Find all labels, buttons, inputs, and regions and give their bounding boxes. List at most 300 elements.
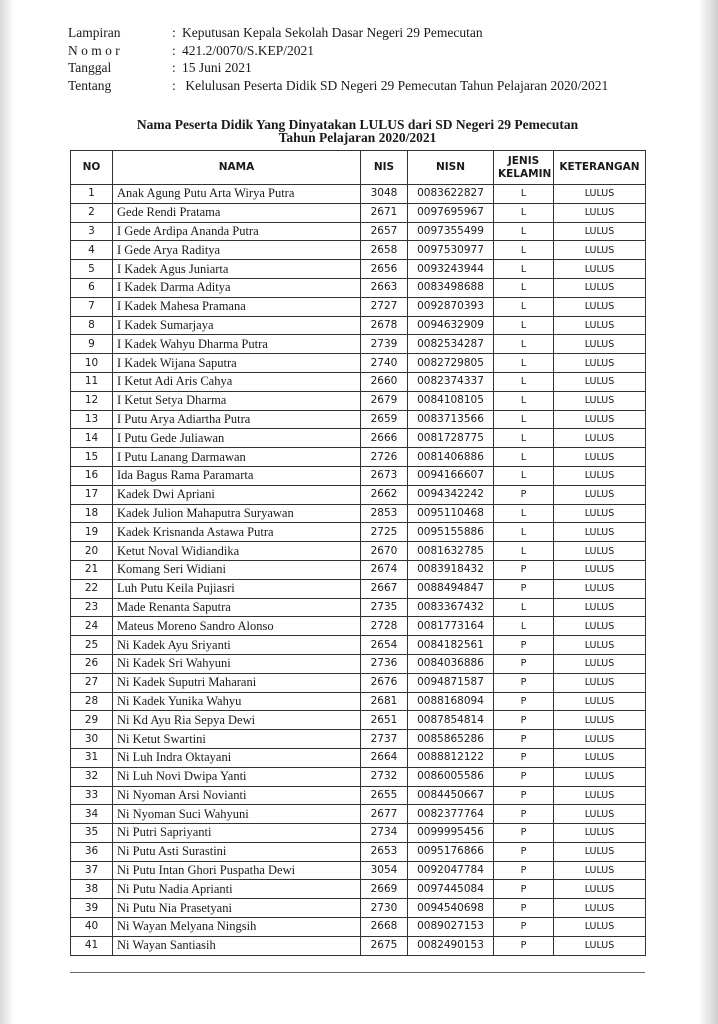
cell-nis: 2660	[361, 372, 408, 391]
cell-nis: 2681	[361, 692, 408, 711]
table-row	[71, 861, 646, 880]
cell-nis: 2657	[361, 222, 408, 241]
table-row	[71, 918, 646, 937]
cell-jenis-kelamin: L	[494, 260, 554, 279]
cell-jenis-kelamin: L	[494, 429, 554, 448]
cell-nis: 2674	[361, 560, 408, 579]
cell-no: 5	[71, 260, 113, 279]
cell-nama: I Putu Arya Adiartha Putra	[113, 410, 361, 429]
cell-nama: Ni Putu Nia Prasetyani	[113, 899, 361, 918]
cell-nama: Made Renanta Saputra	[113, 598, 361, 617]
cell-nama: Ni Luh Indra Oktayani	[113, 748, 361, 767]
table-row	[71, 579, 646, 598]
cell-nis: 2677	[361, 805, 408, 824]
cell-nis: 2732	[361, 767, 408, 786]
title-line-1: Nama Peserta Didik Yang Dinyatakan LULUS dari SD Negeri 29 Pemecutan	[136, 117, 579, 132]
cell-nama: Ni Kadek Suputri Maharani	[113, 673, 361, 692]
cell-nama: Luh Putu Keila Pujiasri	[113, 579, 361, 598]
cell-nama: Gede Rendi Pratama	[113, 203, 361, 222]
cell-nis: 3054	[361, 861, 408, 880]
cell-nisn: 0083713566	[408, 410, 494, 429]
cell-nama: I Kadek Wahyu Dharma Putra	[113, 335, 361, 354]
meta-colon: :	[172, 25, 176, 40]
cell-nis: 2678	[361, 316, 408, 335]
cell-nis: 2664	[361, 748, 408, 767]
cell-keterangan: LULUS	[554, 372, 646, 391]
cell-nisn: 0089027153	[408, 918, 494, 937]
cell-nis: 2725	[361, 523, 408, 542]
cell-jenis-kelamin: P	[494, 673, 554, 692]
cell-nama: Mateus Moreno Sandro Alonso	[113, 617, 361, 636]
cell-nisn: 0092870393	[408, 297, 494, 316]
cell-jenis-kelamin: P	[494, 786, 554, 805]
table-row	[71, 410, 646, 429]
cell-jenis-kelamin: L	[494, 523, 554, 542]
cell-nisn: 0084450667	[408, 786, 494, 805]
cell-jenis-kelamin: P	[494, 579, 554, 598]
meta-label: Lampiran	[68, 25, 121, 40]
cell-keterangan: LULUS	[554, 485, 646, 504]
table-row	[71, 354, 646, 373]
cell-nis: 2668	[361, 918, 408, 937]
table-row	[71, 278, 646, 297]
cell-nisn: 0081632785	[408, 542, 494, 561]
page-edge-shadow-right	[698, 0, 718, 1024]
cell-nisn: 0094166607	[408, 466, 494, 485]
cell-jenis-kelamin: L	[494, 278, 554, 297]
cell-jenis-kelamin: P	[494, 692, 554, 711]
jenis-kelamin-line-2: KELAMIN	[498, 167, 552, 180]
cell-no: 1	[71, 185, 113, 204]
cell-nama: I Ketut Adi Aris Cahya	[113, 372, 361, 391]
cell-nis: 2728	[361, 617, 408, 636]
table-row	[71, 485, 646, 504]
cell-nama: I Putu Lanang Darmawan	[113, 448, 361, 467]
cell-no: 25	[71, 636, 113, 655]
cell-no: 2	[71, 203, 113, 222]
table-row	[71, 786, 646, 805]
cell-nisn: 0082490153	[408, 936, 494, 955]
cell-keterangan: LULUS	[554, 767, 646, 786]
cell-keterangan: LULUS	[554, 297, 646, 316]
cell-jenis-kelamin: P	[494, 711, 554, 730]
cell-nis: 2654	[361, 636, 408, 655]
cell-nama: I Kadek Mahesa Pramana	[113, 297, 361, 316]
cell-keterangan: LULUS	[554, 899, 646, 918]
cell-nis: 2730	[361, 899, 408, 918]
cell-nisn: 0097530977	[408, 241, 494, 260]
cell-nis: 2727	[361, 297, 408, 316]
cell-nis: 2655	[361, 786, 408, 805]
cell-jenis-kelamin: L	[494, 297, 554, 316]
cell-no: 7	[71, 297, 113, 316]
cell-no: 3	[71, 222, 113, 241]
cell-nis: 2658	[361, 241, 408, 260]
cell-nisn: 0093243944	[408, 260, 494, 279]
table-row	[71, 936, 646, 955]
cell-nis: 2669	[361, 880, 408, 899]
cell-nis: 2666	[361, 429, 408, 448]
meta-label: Tentang	[68, 77, 112, 93]
cell-no: 16	[71, 466, 113, 485]
cell-nisn: 0082729805	[408, 354, 494, 373]
table-row	[71, 824, 646, 843]
cell-nis: 2671	[361, 203, 408, 222]
cell-jenis-kelamin: L	[494, 354, 554, 373]
cell-nisn: 0086005586	[408, 767, 494, 786]
cell-nisn: 0081728775	[408, 429, 494, 448]
cell-nama: Ni Putri Sapriyanti	[113, 824, 361, 843]
cell-nama: Anak Agung Putu Arta Wirya Putra	[113, 185, 361, 204]
meta-row-nomor	[68, 42, 668, 60]
meta-colon: :	[172, 42, 176, 58]
cell-jenis-kelamin: P	[494, 899, 554, 918]
cell-nisn: 0092047784	[408, 861, 494, 880]
cell-no: 11	[71, 372, 113, 391]
cell-nama: Komang Seri Widiani	[113, 560, 361, 579]
meta-label: N o m o r	[68, 42, 120, 58]
cell-jenis-kelamin: L	[494, 335, 554, 354]
cell-keterangan: LULUS	[554, 466, 646, 485]
cell-nis: 2667	[361, 579, 408, 598]
cell-keterangan: LULUS	[554, 805, 646, 824]
table-row	[71, 372, 646, 391]
cell-nisn: 0088812122	[408, 748, 494, 767]
cell-keterangan: LULUS	[554, 429, 646, 448]
cell-keterangan: LULUS	[554, 673, 646, 692]
table-row	[71, 504, 646, 523]
table-row	[71, 805, 646, 824]
graduates-table	[70, 150, 646, 956]
cell-nisn: 0094632909	[408, 316, 494, 335]
cell-jenis-kelamin: P	[494, 824, 554, 843]
table-row	[71, 560, 646, 579]
meta-value: Keputusan Kepala Sekolah Dasar Negeri 29 Pemecutan	[182, 25, 483, 40]
cell-nama: Ni Ketut Swartini	[113, 730, 361, 749]
table-row	[71, 241, 646, 260]
cell-nis: 2737	[361, 730, 408, 749]
table-row	[71, 391, 646, 410]
cell-no: 24	[71, 617, 113, 636]
cell-jenis-kelamin: P	[494, 636, 554, 655]
cell-no: 21	[71, 560, 113, 579]
cell-jenis-kelamin: L	[494, 372, 554, 391]
cell-keterangan: LULUS	[554, 185, 646, 204]
cell-keterangan: LULUS	[554, 786, 646, 805]
meta-row-tentang	[68, 77, 668, 95]
cell-nama: Ni Kadek Yunika Wahyu	[113, 692, 361, 711]
cell-nisn: 0085865286	[408, 730, 494, 749]
cell-nis: 2739	[361, 335, 408, 354]
cell-keterangan: LULUS	[554, 842, 646, 861]
table-row	[71, 617, 646, 636]
cell-nis: 2653	[361, 842, 408, 861]
table-body	[71, 185, 646, 956]
cell-nama: Ni Kd Ayu Ria Sepya Dewi	[113, 711, 361, 730]
cell-jenis-kelamin: L	[494, 466, 554, 485]
meta-row-lampiran	[68, 24, 668, 42]
cell-nisn: 0095155886	[408, 523, 494, 542]
jenis-kelamin-line-1: JENIS	[507, 154, 540, 167]
cell-no: 33	[71, 786, 113, 805]
cell-nisn: 0099995456	[408, 824, 494, 843]
bottom-rule	[70, 972, 645, 973]
cell-nis: 2726	[361, 448, 408, 467]
cell-jenis-kelamin: L	[494, 504, 554, 523]
cell-nama: Ketut Noval Widiandika	[113, 542, 361, 561]
cell-nisn: 0081406886	[408, 448, 494, 467]
cell-keterangan: LULUS	[554, 448, 646, 467]
cell-jenis-kelamin: P	[494, 805, 554, 824]
cell-keterangan: LULUS	[554, 203, 646, 222]
cell-nama: Ni Wayan Santiasih	[113, 936, 361, 955]
cell-jenis-kelamin: L	[494, 448, 554, 467]
cell-jenis-kelamin: P	[494, 485, 554, 504]
title-line-2: Tahun Pelajaran 2020/2021	[278, 130, 437, 145]
cell-nama: I Putu Gede Juliawan	[113, 429, 361, 448]
table-row	[71, 748, 646, 767]
cell-keterangan: LULUS	[554, 391, 646, 410]
cell-no: 23	[71, 598, 113, 617]
cell-jenis-kelamin: P	[494, 861, 554, 880]
table-row	[71, 222, 646, 241]
cell-nisn: 0082377764	[408, 805, 494, 824]
cell-keterangan: LULUS	[554, 354, 646, 373]
cell-nisn: 0087854814	[408, 711, 494, 730]
table-row	[71, 429, 646, 448]
cell-keterangan: LULUS	[554, 222, 646, 241]
cell-keterangan: LULUS	[554, 617, 646, 636]
table-row	[71, 842, 646, 861]
meta-value: Kelulusan Peserta Didik SD Negeri 29 Pemecutan Tahun Pelajaran 2020/2021	[182, 77, 609, 93]
table-row	[71, 448, 646, 467]
cell-keterangan: LULUS	[554, 711, 646, 730]
cell-nisn: 0097355499	[408, 222, 494, 241]
cell-keterangan: LULUS	[554, 692, 646, 711]
cell-no: 32	[71, 767, 113, 786]
cell-nis: 2675	[361, 936, 408, 955]
cell-nama: Ni Nyoman Suci Wahyuni	[113, 805, 361, 824]
cell-no: 17	[71, 485, 113, 504]
table-row	[71, 654, 646, 673]
meta-label: Tanggal	[68, 60, 112, 75]
cell-jenis-kelamin: P	[494, 560, 554, 579]
cell-nis: 2740	[361, 354, 408, 373]
cell-nisn: 0081773164	[408, 617, 494, 636]
cell-no: 36	[71, 842, 113, 861]
cell-jenis-kelamin: P	[494, 654, 554, 673]
cell-nisn: 0084108105	[408, 391, 494, 410]
cell-nisn: 0084182561	[408, 636, 494, 655]
cell-nisn: 0094342242	[408, 485, 494, 504]
cell-jenis-kelamin: L	[494, 185, 554, 204]
cell-no: 4	[71, 241, 113, 260]
cell-no: 14	[71, 429, 113, 448]
cell-no: 30	[71, 730, 113, 749]
table-row	[71, 523, 646, 542]
cell-no: 19	[71, 523, 113, 542]
column-header-nama: NAMA	[113, 151, 361, 185]
cell-no: 22	[71, 579, 113, 598]
cell-jenis-kelamin: L	[494, 410, 554, 429]
cell-keterangan: LULUS	[554, 861, 646, 880]
table-row	[71, 880, 646, 899]
cell-jenis-kelamin: L	[494, 391, 554, 410]
cell-nis: 3048	[361, 185, 408, 204]
cell-keterangan: LULUS	[554, 241, 646, 260]
column-header-keterangan: KETERANGAN	[554, 151, 646, 185]
cell-keterangan: LULUS	[554, 936, 646, 955]
cell-nisn: 0084036886	[408, 654, 494, 673]
cell-keterangan: LULUS	[554, 748, 646, 767]
cell-keterangan: LULUS	[554, 579, 646, 598]
cell-keterangan: LULUS	[554, 730, 646, 749]
table-row	[71, 203, 646, 222]
document-title	[70, 118, 645, 144]
cell-nisn: 0082374337	[408, 372, 494, 391]
cell-nis: 2662	[361, 485, 408, 504]
cell-nis: 2651	[361, 711, 408, 730]
cell-nis: 2670	[361, 542, 408, 561]
cell-keterangan: LULUS	[554, 560, 646, 579]
cell-jenis-kelamin: P	[494, 880, 554, 899]
cell-keterangan: LULUS	[554, 260, 646, 279]
cell-jenis-kelamin: L	[494, 617, 554, 636]
cell-nama: Ni Wayan Melyana Ningsih	[113, 918, 361, 937]
cell-jenis-kelamin: L	[494, 598, 554, 617]
cell-keterangan: LULUS	[554, 880, 646, 899]
column-header-jenis-kelamin	[494, 151, 554, 185]
cell-no: 18	[71, 504, 113, 523]
table-row	[71, 466, 646, 485]
cell-nisn: 0095176866	[408, 842, 494, 861]
cell-no: 8	[71, 316, 113, 335]
cell-keterangan: LULUS	[554, 335, 646, 354]
cell-jenis-kelamin: P	[494, 748, 554, 767]
cell-keterangan: LULUS	[554, 654, 646, 673]
table-row	[71, 899, 646, 918]
table-row	[71, 185, 646, 204]
cell-jenis-kelamin: P	[494, 918, 554, 937]
cell-nis: 2853	[361, 504, 408, 523]
cell-jenis-kelamin: L	[494, 203, 554, 222]
cell-nisn: 0097445084	[408, 880, 494, 899]
table-row	[71, 767, 646, 786]
cell-keterangan: LULUS	[554, 542, 646, 561]
cell-jenis-kelamin: P	[494, 842, 554, 861]
cell-no: 34	[71, 805, 113, 824]
cell-nama: I Kadek Darma Aditya	[113, 278, 361, 297]
cell-keterangan: LULUS	[554, 918, 646, 937]
cell-nama: Kadek Dwi Apriani	[113, 485, 361, 504]
meta-value: 421.2/0070/S.KEP/2021	[182, 42, 315, 58]
table-row	[71, 692, 646, 711]
table-row	[71, 260, 646, 279]
cell-jenis-kelamin: P	[494, 767, 554, 786]
cell-no: 35	[71, 824, 113, 843]
cell-no: 39	[71, 899, 113, 918]
cell-jenis-kelamin: L	[494, 542, 554, 561]
cell-keterangan: LULUS	[554, 316, 646, 335]
cell-nama: Ni Nyoman Arsi Novianti	[113, 786, 361, 805]
cell-nis: 2679	[361, 391, 408, 410]
cell-nisn: 0083367432	[408, 598, 494, 617]
cell-keterangan: LULUS	[554, 824, 646, 843]
document-metadata	[68, 24, 668, 94]
cell-nis: 2673	[361, 466, 408, 485]
meta-colon: :	[172, 77, 176, 93]
cell-nis: 2734	[361, 824, 408, 843]
cell-nama: I Kadek Sumarjaya	[113, 316, 361, 335]
cell-no: 27	[71, 673, 113, 692]
column-header-nis: NIS	[361, 151, 408, 185]
cell-no: 29	[71, 711, 113, 730]
cell-no: 40	[71, 918, 113, 937]
table-row	[71, 316, 646, 335]
cell-jenis-kelamin: L	[494, 222, 554, 241]
cell-jenis-kelamin: P	[494, 936, 554, 955]
cell-no: 37	[71, 861, 113, 880]
cell-no: 12	[71, 391, 113, 410]
table-row	[71, 636, 646, 655]
cell-no: 38	[71, 880, 113, 899]
cell-no: 13	[71, 410, 113, 429]
cell-nisn: 0082534287	[408, 335, 494, 354]
cell-nisn: 0083918432	[408, 560, 494, 579]
cell-nama: Ni Putu Intan Ghori Puspatha Dewi	[113, 861, 361, 880]
cell-keterangan: LULUS	[554, 636, 646, 655]
cell-nama: I Ketut Setya Dharma	[113, 391, 361, 410]
column-header-nisn: NISN	[408, 151, 494, 185]
cell-no: 10	[71, 354, 113, 373]
cell-no: 6	[71, 278, 113, 297]
cell-jenis-kelamin: L	[494, 241, 554, 260]
cell-no: 9	[71, 335, 113, 354]
table-row	[71, 730, 646, 749]
cell-nama: Kadek Krisnanda Astawa Putra	[113, 523, 361, 542]
column-header-no: NO	[71, 151, 113, 185]
cell-nis: 2736	[361, 654, 408, 673]
table-row	[71, 598, 646, 617]
cell-nama: Ida Bagus Rama Paramarta	[113, 466, 361, 485]
cell-nisn: 0083622827	[408, 185, 494, 204]
cell-no: 41	[71, 936, 113, 955]
cell-nama: Ni Putu Nadia Aprianti	[113, 880, 361, 899]
table-header-row	[71, 151, 646, 185]
meta-row-tanggal	[68, 59, 668, 77]
cell-nisn: 0097695967	[408, 203, 494, 222]
cell-nama: Ni Kadek Sri Wahyuni	[113, 654, 361, 673]
meta-colon: :	[172, 60, 176, 75]
cell-nama: I Gede Arya Raditya	[113, 241, 361, 260]
cell-nis: 2735	[361, 598, 408, 617]
cell-nisn: 0094871587	[408, 673, 494, 692]
cell-nis: 2659	[361, 410, 408, 429]
cell-nisn: 0094540698	[408, 899, 494, 918]
cell-keterangan: LULUS	[554, 410, 646, 429]
cell-no: 15	[71, 448, 113, 467]
cell-no: 26	[71, 654, 113, 673]
cell-jenis-kelamin: L	[494, 316, 554, 335]
meta-value: 15 Juni 2021	[182, 60, 252, 75]
cell-keterangan: LULUS	[554, 598, 646, 617]
table-row	[71, 711, 646, 730]
cell-no: 20	[71, 542, 113, 561]
cell-nama: I Kadek Wijana Saputra	[113, 354, 361, 373]
table-row	[71, 335, 646, 354]
cell-keterangan: LULUS	[554, 278, 646, 297]
cell-nama: I Gede Ardipa Ananda Putra	[113, 222, 361, 241]
